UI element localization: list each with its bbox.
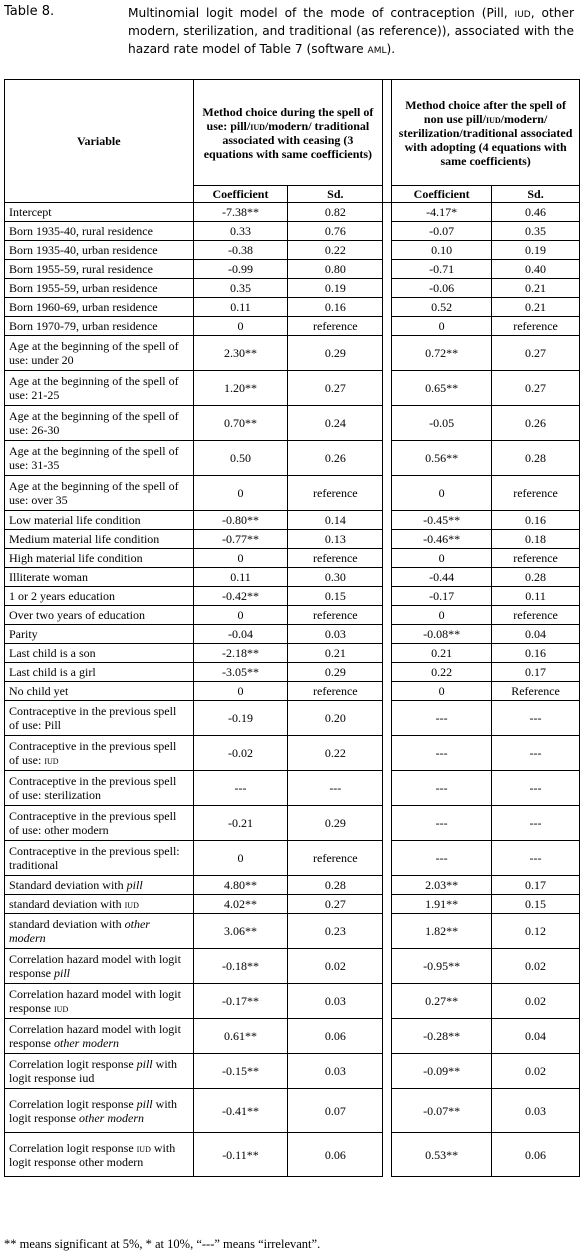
coef2-cell: 0.21: [392, 644, 492, 663]
coef1-cell: -0.11**: [193, 1133, 288, 1177]
row-label: Age at the beginning of the spell of use: over 35: [5, 476, 194, 511]
sd1-cell: 0.07: [288, 1089, 383, 1133]
table-row: [5, 222, 580, 241]
coef1-cell: -0.99: [193, 260, 288, 279]
sd1-cell: 0.02: [288, 949, 383, 984]
sd2-cell: 0.03: [492, 1089, 580, 1133]
table-row: [5, 511, 580, 530]
sd1-cell: 0.28: [288, 876, 383, 895]
column-divider: [383, 806, 392, 841]
coef2-cell: -0.71: [392, 260, 492, 279]
coef1-cell: -2.18**: [193, 644, 288, 663]
coef1-cell: 0.70**: [193, 406, 288, 441]
coef1-cell: 0.11: [193, 568, 288, 587]
column-divider: [383, 644, 392, 663]
table-label: Table 8.: [4, 4, 55, 19]
sd1-cell: 0.03: [288, 984, 383, 1019]
sd1-cell: 0.16: [288, 298, 383, 317]
sd1-cell: 0.19: [288, 279, 383, 298]
row-label: Illiterate woman: [5, 568, 194, 587]
table-row: [5, 606, 580, 625]
column-divider: [383, 587, 392, 606]
column-divider: [383, 279, 392, 298]
table-row: [5, 241, 580, 260]
coef1-cell: 2.30**: [193, 336, 288, 371]
column-divider: [383, 568, 392, 587]
sd1-cell: 0.26: [288, 441, 383, 476]
coef2-cell: -0.46**: [392, 530, 492, 549]
table-header: [0, 0, 580, 70]
sd2-cell: 0.35: [492, 222, 580, 241]
sd2-cell: 0.02: [492, 949, 580, 984]
sd1-cell: 0.24: [288, 406, 383, 441]
sd2-cell: 0.15: [492, 895, 580, 914]
sd2-cell: ---: [492, 701, 580, 736]
table-row: [5, 317, 580, 336]
table-row: [5, 625, 580, 644]
table-row: [5, 701, 580, 736]
coef2-cell: 0.56**: [392, 441, 492, 476]
column-divider: [383, 736, 392, 771]
row-label: Last child is a son: [5, 644, 194, 663]
sd2-cell: 0.28: [492, 568, 580, 587]
coef2-cell: 0.22: [392, 663, 492, 682]
column-divider: [383, 241, 392, 260]
table-row: [5, 260, 580, 279]
sd1-cell: 0.29: [288, 663, 383, 682]
coef1-cell: -0.41**: [193, 1089, 288, 1133]
row-label: Medium material life condition: [5, 530, 194, 549]
column-divider: [383, 441, 392, 476]
coef1-cell: 0.33: [193, 222, 288, 241]
sd2-cell: ---: [492, 841, 580, 876]
coef2-cell: -0.45**: [392, 511, 492, 530]
coef2-cell: 0.72**: [392, 336, 492, 371]
coef2-cell: -0.95**: [392, 949, 492, 984]
table-row: [5, 298, 580, 317]
table-row: [5, 203, 580, 222]
row-label: Contraceptive in the previous spell of use: iud: [5, 736, 194, 771]
sd2-cell: reference: [492, 549, 580, 568]
sd2-cell: reference: [492, 317, 580, 336]
coef1-cell: -0.77**: [193, 530, 288, 549]
coef1-cell: -0.42**: [193, 587, 288, 606]
row-label: Standard deviation with pill: [5, 876, 194, 895]
table-row: [5, 736, 580, 771]
row-label: Correlation hazard model with logit response iud: [5, 984, 194, 1019]
table-row: [5, 682, 580, 701]
sd1-cell: 0.27: [288, 371, 383, 406]
coef2-cell: -0.07**: [392, 1089, 492, 1133]
sd1-cell: 0.29: [288, 806, 383, 841]
sd1-cell: 0.27: [288, 895, 383, 914]
table-row: [5, 530, 580, 549]
column-divider: [383, 530, 392, 549]
row-label: Correlation hazard model with logit response other modern: [5, 1019, 194, 1054]
sd2-cell: 0.02: [492, 1054, 580, 1089]
row-label: Over two years of education: [5, 606, 194, 625]
sd1-cell: reference: [288, 317, 383, 336]
coef1-cell: 0.61**: [193, 1019, 288, 1054]
sd2-cell: 0.21: [492, 279, 580, 298]
table-row: [5, 644, 580, 663]
sd2-cell: 0.28: [492, 441, 580, 476]
sd2-cell: 0.11: [492, 587, 580, 606]
row-label: 1 or 2 years education: [5, 587, 194, 606]
coef1-cell: -3.05**: [193, 663, 288, 682]
sd1-cell: reference: [288, 606, 383, 625]
table-row: [5, 841, 580, 876]
table-row: [5, 914, 580, 949]
coef2-cell: 0: [392, 317, 492, 336]
sd2-cell: reference: [492, 606, 580, 625]
coef1-cell: 4.80**: [193, 876, 288, 895]
coef1-header: Coefficient: [193, 186, 288, 203]
row-label: Correlation hazard model with logit response pill: [5, 949, 194, 984]
column-divider: [383, 1019, 392, 1054]
coef1-cell: -0.17**: [193, 984, 288, 1019]
coef2-cell: -0.28**: [392, 1019, 492, 1054]
coef1-cell: 0: [193, 476, 288, 511]
sd2-cell: Reference: [492, 682, 580, 701]
sd1-cell: 0.14: [288, 511, 383, 530]
column-divider: [383, 317, 392, 336]
sd1-cell: reference: [288, 682, 383, 701]
sd2-cell: ---: [492, 736, 580, 771]
sd1-cell: 0.21: [288, 644, 383, 663]
table-row: [5, 1089, 580, 1133]
sd2-cell: 0.17: [492, 663, 580, 682]
sd2-cell: 0.12: [492, 914, 580, 949]
column-divider: [383, 663, 392, 682]
coef2-cell: 2.03**: [392, 876, 492, 895]
table-row: [5, 279, 580, 298]
coef2-cell: 0.27**: [392, 984, 492, 1019]
row-label: Age at the beginning of the spell of use: 21-25: [5, 371, 194, 406]
row-label: Intercept: [5, 203, 194, 222]
sd1-cell: ---: [288, 771, 383, 806]
column-divider: [383, 406, 392, 441]
coef2-cell: 0.53**: [392, 1133, 492, 1177]
sd2-cell: 0.04: [492, 1019, 580, 1054]
row-label: No child yet: [5, 682, 194, 701]
column-divider: [383, 511, 392, 530]
table-row: [5, 771, 580, 806]
column-divider: [383, 1133, 392, 1177]
row-label: Low material life condition: [5, 511, 194, 530]
coef2-cell: -0.05: [392, 406, 492, 441]
coef2-cell: -0.07: [392, 222, 492, 241]
sd1-cell: reference: [288, 476, 383, 511]
column-divider: [383, 80, 392, 203]
coef1-cell: 0.50: [193, 441, 288, 476]
coef1-cell: 0.11: [193, 298, 288, 317]
coef2-cell: ---: [392, 701, 492, 736]
sd1-cell: 0.30: [288, 568, 383, 587]
table-row: [5, 663, 580, 682]
coef2-cell: -0.06: [392, 279, 492, 298]
table-row: [5, 587, 580, 606]
sd1-cell: 0.82: [288, 203, 383, 222]
sd1-cell: 0.03: [288, 1054, 383, 1089]
coef2-cell: -0.17: [392, 587, 492, 606]
sd2-cell: 0.02: [492, 984, 580, 1019]
coef1-cell: 1.20**: [193, 371, 288, 406]
sd2-cell: 0.26: [492, 406, 580, 441]
sd2-header: Sd.: [492, 186, 580, 203]
coef1-cell: 0: [193, 682, 288, 701]
row-label: Born 1955-59, urban residence: [5, 279, 194, 298]
sd2-cell: ---: [492, 771, 580, 806]
row-label: Parity: [5, 625, 194, 644]
sd1-cell: 0.22: [288, 241, 383, 260]
sd2-cell: reference: [492, 476, 580, 511]
row-label: High material life condition: [5, 549, 194, 568]
column-divider: [383, 876, 392, 895]
row-label: Contraceptive in the previous spell of use: Pill: [5, 701, 194, 736]
coef1-cell: -0.18**: [193, 949, 288, 984]
coef2-cell: 0: [392, 682, 492, 701]
coef1-cell: 3.06**: [193, 914, 288, 949]
group1-header: Method choice during the spell of use: pill/iud/modern/ traditional associated with ceasing (3 equations with same coefficients): [193, 80, 383, 186]
coef1-cell: -0.80**: [193, 511, 288, 530]
coef2-cell: 0.52: [392, 298, 492, 317]
coef2-cell: ---: [392, 806, 492, 841]
variable-header: Variable: [5, 80, 194, 203]
table-caption: Multinomial logit model of the mode of contraception (Pill, iud, other modern, sterilization, and traditional (as reference)), associated with the hazard rate model of Table 7 (software aml).: [128, 6, 574, 56]
column-divider: [383, 606, 392, 625]
column-divider: [383, 476, 392, 511]
sd2-cell: 0.04: [492, 625, 580, 644]
row-label: Born 1970-79, urban residence: [5, 317, 194, 336]
row-label: Age at the beginning of the spell of use: under 20: [5, 336, 194, 371]
footnote: ** means significant at 5%, * at 10%, “---” means “irrelevant”.: [4, 1237, 321, 1251]
table-row: [5, 1019, 580, 1054]
table-row: [5, 1133, 580, 1177]
table-row: [5, 371, 580, 406]
row-label: Born 1955-59, rural residence: [5, 260, 194, 279]
column-divider: [383, 371, 392, 406]
row-label: Contraceptive in the previous spell: traditional: [5, 841, 194, 876]
coef1-cell: -0.19: [193, 701, 288, 736]
coef2-cell: ---: [392, 736, 492, 771]
coef1-cell: 0: [193, 841, 288, 876]
row-label: Contraceptive in the previous spell of use: sterilization: [5, 771, 194, 806]
column-divider: [383, 895, 392, 914]
row-label: standard deviation with iud: [5, 895, 194, 914]
column-divider: [383, 203, 392, 222]
sd1-cell: 0.80: [288, 260, 383, 279]
coef1-cell: 0.35: [193, 279, 288, 298]
coef2-cell: ---: [392, 771, 492, 806]
sd1-cell: 0.03: [288, 625, 383, 644]
coef1-cell: -0.38: [193, 241, 288, 260]
column-divider: [383, 625, 392, 644]
row-label: Age at the beginning of the spell of use: 31-35: [5, 441, 194, 476]
sd2-cell: 0.46: [492, 203, 580, 222]
row-label: Last child is a girl: [5, 663, 194, 682]
coef1-cell: 0: [193, 606, 288, 625]
sd2-cell: 0.27: [492, 371, 580, 406]
sd2-cell: 0.27: [492, 336, 580, 371]
row-label: Contraceptive in the previous spell of use: other modern: [5, 806, 194, 841]
coef2-cell: ---: [392, 841, 492, 876]
sd2-cell: 0.19: [492, 241, 580, 260]
sd2-cell: ---: [492, 806, 580, 841]
coef1-cell: -0.15**: [193, 1054, 288, 1089]
coef2-cell: -0.08**: [392, 625, 492, 644]
coef2-cell: 1.91**: [392, 895, 492, 914]
sd2-cell: 0.16: [492, 511, 580, 530]
coef1-cell: -0.02: [193, 736, 288, 771]
sd1-cell: 0.29: [288, 336, 383, 371]
column-divider: [383, 771, 392, 806]
column-divider: [383, 914, 392, 949]
row-label: standard deviation with other modern: [5, 914, 194, 949]
coef1-cell: 0: [193, 549, 288, 568]
sd2-cell: 0.17: [492, 876, 580, 895]
row-label: Correlation logit response iud with logit response other modern: [5, 1133, 194, 1177]
row-label: Born 1935-40, urban residence: [5, 241, 194, 260]
coef2-cell: 0.10: [392, 241, 492, 260]
coef1-cell: 4.02**: [193, 895, 288, 914]
coef1-cell: -0.04: [193, 625, 288, 644]
coef1-cell: -7.38**: [193, 203, 288, 222]
sd1-header: Sd.: [288, 186, 383, 203]
coef2-cell: -0.09**: [392, 1054, 492, 1089]
column-divider: [383, 549, 392, 568]
coef2-header: Coefficient: [392, 186, 492, 203]
coef1-cell: 0: [193, 317, 288, 336]
sd1-cell: 0.76: [288, 222, 383, 241]
row-label: Age at the beginning of the spell of use: 26-30: [5, 406, 194, 441]
column-divider: [383, 298, 392, 317]
table-row: [5, 895, 580, 914]
sd1-cell: 0.22: [288, 736, 383, 771]
row-label: Correlation logit response pill with logit response iud: [5, 1054, 194, 1089]
sd2-cell: 0.21: [492, 298, 580, 317]
sd1-cell: reference: [288, 841, 383, 876]
coef2-cell: 0.65**: [392, 371, 492, 406]
table-row: [5, 336, 580, 371]
sd1-cell: 0.15: [288, 587, 383, 606]
table-body: [5, 203, 580, 1177]
table-row: [5, 876, 580, 895]
sd2-cell: 0.40: [492, 260, 580, 279]
column-divider: [383, 260, 392, 279]
coef1-cell: ---: [193, 771, 288, 806]
row-label: Born 1960-69, urban residence: [5, 298, 194, 317]
sd2-cell: 0.18: [492, 530, 580, 549]
column-divider: [383, 222, 392, 241]
column-divider: [383, 701, 392, 736]
column-divider: [383, 1054, 392, 1089]
coef2-cell: 0: [392, 606, 492, 625]
coef2-cell: 0: [392, 476, 492, 511]
column-divider: [383, 984, 392, 1019]
table-row: [5, 806, 580, 841]
table-row: [5, 949, 580, 984]
sd2-cell: 0.16: [492, 644, 580, 663]
coef1-cell: -0.21: [193, 806, 288, 841]
column-divider: [383, 336, 392, 371]
coef2-cell: -4.17*: [392, 203, 492, 222]
sd1-cell: 0.23: [288, 914, 383, 949]
results-table: [4, 79, 580, 1177]
coef2-cell: 0: [392, 549, 492, 568]
sd1-cell: 0.20: [288, 701, 383, 736]
row-label: Correlation logit response pill with logit response other modern: [5, 1089, 194, 1133]
row-label: Born 1935-40, rural residence: [5, 222, 194, 241]
table-row: [5, 406, 580, 441]
column-divider: [383, 841, 392, 876]
sd1-cell: 0.13: [288, 530, 383, 549]
coef2-cell: -0.44: [392, 568, 492, 587]
sd2-cell: 0.06: [492, 1133, 580, 1177]
table-row: [5, 549, 580, 568]
group2-header: Method choice after the spell of non use pill/iud/modern/ sterilization/traditional associated with adopting (4 equations with same coefficients): [392, 80, 580, 186]
sd1-cell: reference: [288, 549, 383, 568]
column-divider: [383, 949, 392, 984]
sd1-cell: 0.06: [288, 1019, 383, 1054]
table-row: [5, 441, 580, 476]
column-divider: [383, 1089, 392, 1133]
coef2-cell: 1.82**: [392, 914, 492, 949]
table-row: [5, 1054, 580, 1089]
sd1-cell: 0.06: [288, 1133, 383, 1177]
column-divider: [383, 682, 392, 701]
table-row: [5, 984, 580, 1019]
table-row: [5, 476, 580, 511]
table-row: [5, 568, 580, 587]
